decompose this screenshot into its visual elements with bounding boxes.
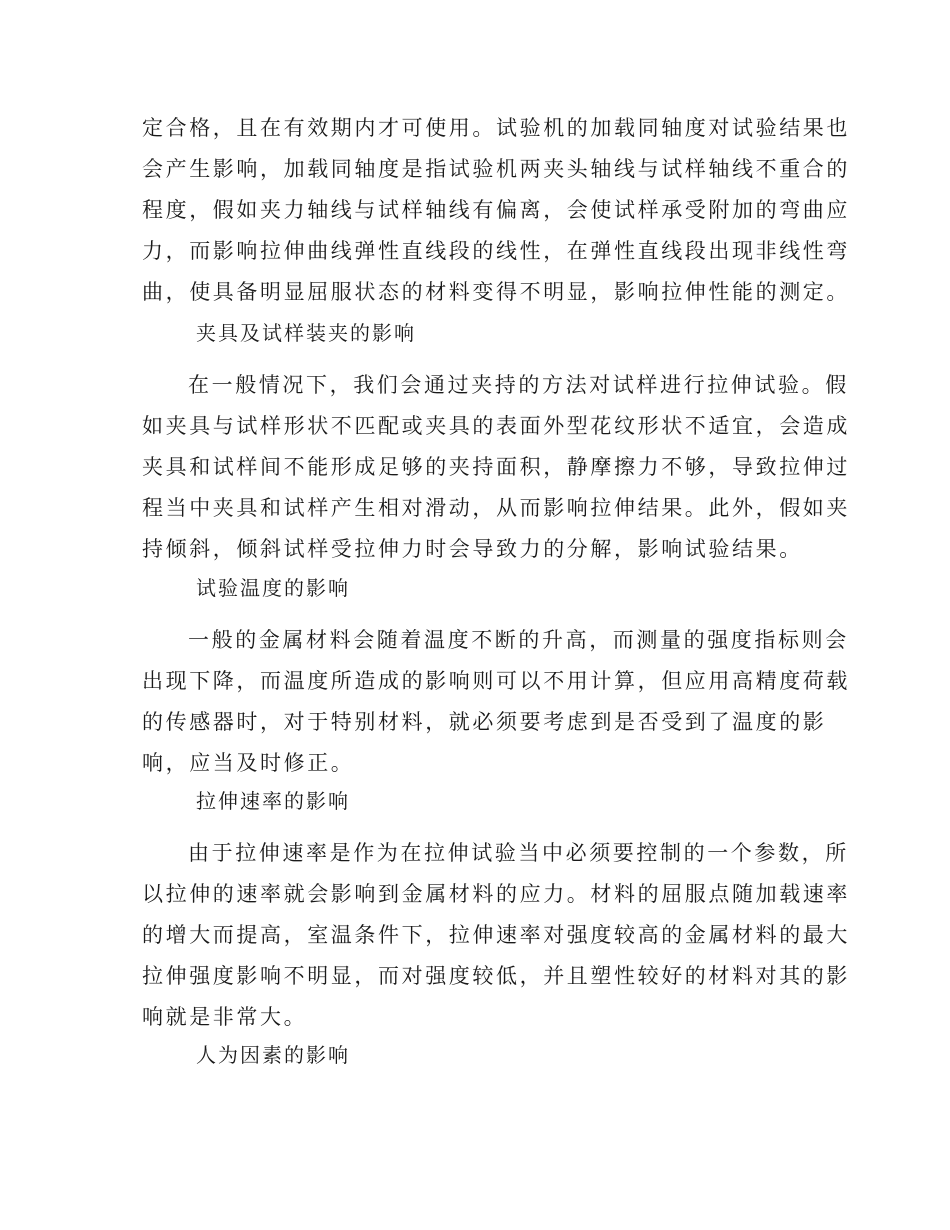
paragraph-1-line: 力，而影响拉伸曲线弹性直线段的线性，在弹性直线段出现非线性弯: [142, 239, 850, 263]
section-heading-temperature: 试验温度的影响: [196, 576, 350, 600]
paragraph-3-line: 出现下降，而温度所造成的影响则可以不用计算，但应用高精度荷载: [142, 669, 850, 693]
paragraph-4-line: 拉伸强度影响不明显，而对强度较低，并且塑性较好的材料对其的影: [142, 964, 850, 988]
paragraph-1-line: 定合格，且在有效期内才可使用。试验机的加载同轴度对试验结果也: [142, 116, 850, 140]
paragraph-2-line: 持倾斜，倾斜试样受拉伸力时会导致力的分解，影响试验结果。: [142, 537, 803, 561]
paragraph-4-line: 由于拉伸速率是作为在拉伸试验当中必须要控制的一个参数，所: [188, 841, 849, 865]
section-heading-strain-rate: 拉伸速率的影响: [196, 789, 350, 813]
section-heading-human-factors: 人为因素的影响: [196, 1043, 350, 1067]
paragraph-4-line: 的增大而提高，室温条件下，拉伸速率对强度较高的金属材料的最大: [142, 923, 850, 947]
paragraph-1-line: 会产生影响，加载同轴度是指试验机两夹头轴线与试样轴线不重合的: [142, 157, 850, 181]
paragraph-1-line: 程度，假如夹力轴线与试样轴线有偏离，会使试样承受附加的弯曲应: [142, 198, 850, 222]
paragraph-1-line: 曲，使具备明显屈服状态的材料变得不明显，影响拉伸性能的测定。: [142, 280, 850, 304]
paragraph-2-line: 程当中夹具和试样产生相对滑动，从而影响拉伸结果。此外，假如夹: [142, 496, 850, 520]
paragraph-3-line: 的传感器时，对于特别材料，就必须要考虑到是否受到了温度的影: [142, 710, 827, 734]
section-heading-clamping: 夹具及试样装夹的影响: [196, 321, 416, 345]
paragraph-2-line: 夹具和试样间不能形成足够的夹持面积，静摩擦力不够，导致拉伸过: [142, 455, 850, 479]
paragraph-4-line: 以拉伸的速率就会影响到金属材料的应力。材料的屈服点随加载速率: [142, 882, 850, 906]
paragraph-3-line: 响，应当及时修正。: [142, 751, 355, 775]
paragraph-4-line: 响就是非常大。: [142, 1005, 308, 1029]
paragraph-3-line: 一般的金属材料会随着温度不断的升高，而测量的强度指标则会: [188, 628, 849, 652]
paragraph-2-line: 在一般情况下，我们会通过夹持的方法对试样进行拉伸试验。假: [188, 373, 849, 397]
paragraph-2-line: 如夹具与试样形状不匹配或夹具的表面外型花纹形状不适宜，会造成: [142, 414, 850, 438]
